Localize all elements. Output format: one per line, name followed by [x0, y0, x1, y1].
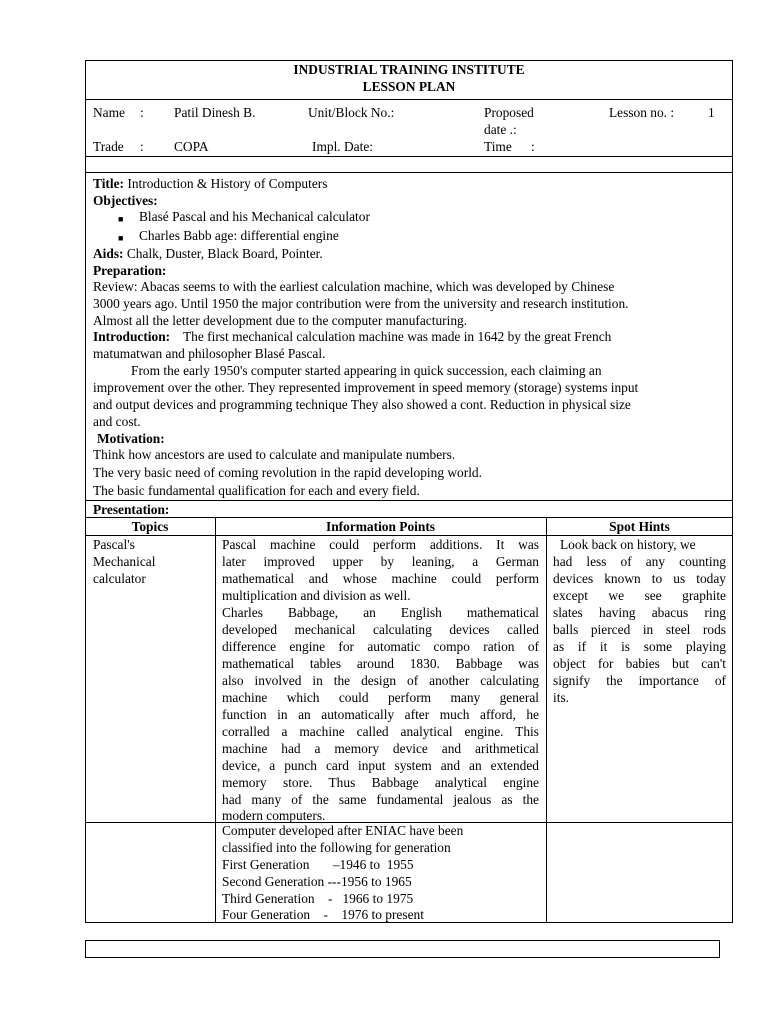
motivation-line: Think how ancestors are used to calculate and manipulate numbers.	[93, 447, 456, 462]
motivation-label: Motivation:	[97, 431, 165, 446]
proposed-date-label-2: date .:	[484, 122, 517, 137]
introduction-line: and output devices and programming technique They also showed a cont. Reduction in physical size	[93, 397, 631, 412]
preparation-label: Preparation:	[93, 263, 167, 278]
topic-line: calculator	[93, 571, 146, 586]
name-colon: :	[140, 105, 144, 120]
title-label: Title:	[93, 176, 124, 191]
info-line: modern computers.	[222, 808, 326, 823]
aids-label: Aids:	[93, 246, 124, 261]
generation-line: classified into the following for generation	[222, 840, 451, 855]
lesson-no-label: Lesson no. :	[609, 105, 675, 120]
lesson-plan-heading: LESSON PLAN	[362, 79, 456, 94]
info-line: memory store. Thus Babbage analytical engine	[222, 775, 539, 790]
hint-line: as if it is some playing	[553, 639, 726, 654]
hint-line: its.	[553, 690, 569, 705]
info-line: difference engine for automatic compo ration of	[222, 639, 539, 654]
trade-label: Trade	[93, 139, 124, 154]
info-line: Charles Babbage, an English mathematical	[222, 605, 539, 620]
aids-value: Chalk, Duster, Black Board, Pointer.	[126, 246, 323, 261]
name-label: Name	[93, 105, 125, 120]
introduction-label: Introduction:	[93, 329, 171, 344]
info-line: also involved in the design of another calculating	[222, 673, 539, 688]
presentation-label: Presentation:	[93, 502, 170, 517]
hint-line: had less of any counting	[553, 554, 726, 569]
introduction-line: From the early 1950's computer started appearing in quick succession, each claiming an	[131, 363, 602, 378]
unit-block-label: Unit/Block No.:	[308, 105, 395, 120]
preparation-line: Almost all the letter development due to the computer manufacturing.	[93, 313, 468, 328]
column-header-information-points: Information Points	[326, 519, 435, 534]
motivation-line: The very basic need of coming revolution in the rapid developing world.	[93, 465, 482, 480]
hint-line: slates having abacus ring	[553, 605, 726, 620]
objective-item: Blasé Pascal and his Mechanical calculator	[139, 209, 370, 224]
info-line: mathematical tables around 1830. Babbage was	[222, 656, 539, 671]
hint-line: object for babies but can't	[553, 656, 726, 671]
bullet-icon: ■	[118, 214, 124, 224]
info-line: had many of the same fundamental jealous as the	[222, 792, 539, 807]
objectives-label: Objectives:	[93, 193, 158, 208]
aids	[93, 246, 323, 263]
generation-line: Second Generation ---1956 to 1965	[222, 874, 412, 889]
hint-line: except we see graphite	[553, 588, 726, 603]
lesson-title	[93, 176, 327, 193]
info-line: developed mechanical calculating devices called	[222, 622, 539, 637]
institute-title: INDUSTRIAL TRAINING INSTITUTE	[293, 62, 525, 77]
preparation-line: Review: Abacas seems to with the earliest calculation machine, which was developed by Chinese	[93, 279, 615, 294]
info-line: corralled a machine called analytical engine. This	[222, 724, 539, 739]
generation-line: Four Generation - 1976 to present	[222, 907, 424, 922]
hint-line: Look back on history, we	[560, 537, 696, 552]
bullet-icon: ■	[118, 233, 124, 243]
trade-value: COPA	[174, 139, 209, 154]
hint-line: balls pierced in steel rods	[553, 622, 726, 637]
introduction-line: matumatwan and philosopher Blasé Pascal.	[93, 346, 326, 361]
info-line: multiplication and division as well.	[222, 588, 411, 603]
column-divider	[546, 517, 547, 923]
introduction-line: The first mechanical calculation machine was made in 1642 by the great French	[183, 329, 612, 344]
impl-date-label: Impl. Date:	[312, 139, 373, 154]
column-header-spot-hints: Spot Hints	[609, 519, 670, 534]
column-divider	[215, 517, 216, 923]
topic-line: Pascal's	[93, 537, 135, 552]
footer-box	[85, 940, 720, 958]
divider	[85, 500, 733, 501]
info-line: later improved upper by leaning, a German	[222, 554, 539, 569]
divider	[85, 99, 733, 100]
objective-item: Charles Babb age: differential engine	[139, 228, 339, 243]
info-line: mathematical and whose machine could perform	[222, 571, 539, 586]
time-label: Time	[484, 139, 512, 154]
proposed-date-label: Proposed	[484, 105, 534, 120]
motivation-line: The basic fundamental qualification for each and every field.	[93, 483, 420, 498]
topic-line: Mechanical	[93, 554, 156, 569]
divider	[85, 517, 733, 518]
generation-line: Computer developed after ENIAC have been	[222, 823, 464, 838]
info-line: machine had a memory device and arithmetical	[222, 741, 539, 756]
introduction-line: improvement over the other. They represented improvement in speed memory (storage) systems input	[93, 380, 639, 395]
lesson-no-value: 1	[708, 105, 715, 120]
introduction-line: and cost.	[93, 414, 141, 429]
time-colon: :	[531, 139, 535, 154]
column-header-topics: Topics	[131, 519, 169, 534]
info-line: Pascal machine could perform additions. It was	[222, 537, 539, 552]
generation-line: Third Generation - 1966 to 1975	[222, 891, 414, 906]
info-line: function in an automatically after much afford, he	[222, 707, 539, 722]
title-value: Introduction & History of Computers	[127, 176, 328, 191]
trade-colon: :	[140, 139, 144, 154]
divider	[85, 156, 733, 157]
divider	[85, 172, 733, 173]
divider	[85, 535, 733, 536]
name-value: Patil Dinesh B.	[174, 105, 256, 120]
info-line: device, a punch card input system and an extended	[222, 758, 539, 773]
info-line: machine which could perform many general	[222, 690, 539, 705]
generation-line: First Generation –1946 to 1955	[222, 857, 414, 872]
hint-line: signify the importance of	[553, 673, 726, 688]
hint-line: devices known to us today	[553, 571, 726, 586]
preparation-line: 3000 years ago. Until 1950 the major contribution were from the university and research institution.	[93, 296, 629, 311]
